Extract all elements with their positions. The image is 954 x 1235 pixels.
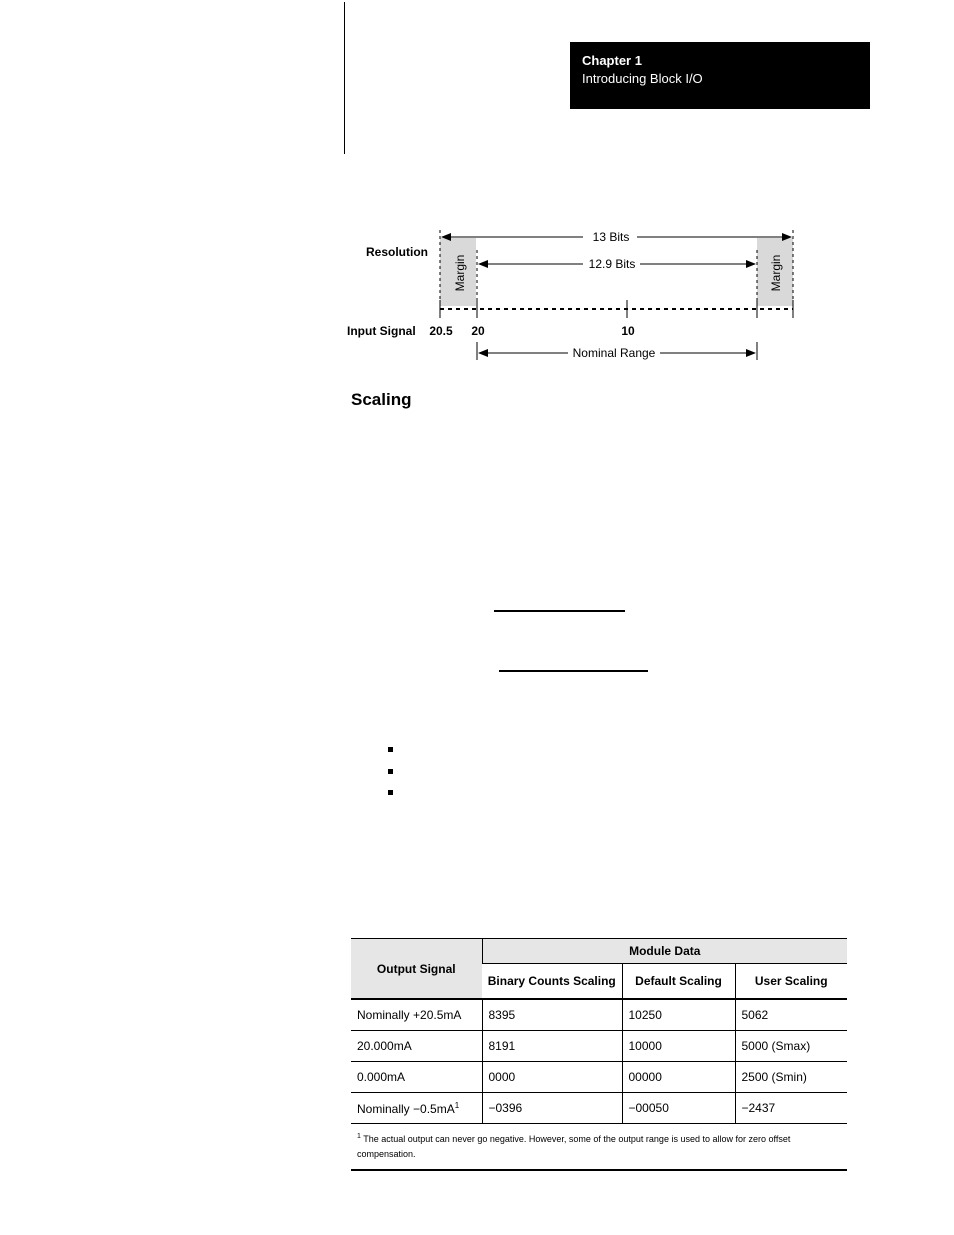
cell-user: 5062 (735, 999, 847, 1031)
table-row (351, 1093, 847, 1124)
table-row (351, 1062, 847, 1093)
footnote (351, 1124, 847, 1171)
resolution-diagram (340, 220, 810, 370)
chapter-header (570, 42, 870, 109)
nominal-range-label: Nominal Range (572, 346, 656, 360)
footnote-row (351, 1124, 847, 1171)
margin-right-label: Margin (769, 254, 783, 292)
margin-rule (344, 2, 345, 154)
col-user-scaling: User Scaling (735, 964, 847, 1000)
cell-output: 0.000mA (351, 1062, 482, 1093)
chapter-title: Introducing Block I/O (582, 71, 703, 86)
cell-output (351, 1093, 482, 1124)
tick-20: 20 (471, 324, 485, 338)
resolution-label: Resolution (366, 245, 428, 259)
cell-default: 10250 (622, 999, 735, 1031)
bullet-3 (388, 790, 393, 795)
fraction-bar-2 (499, 670, 648, 672)
cell-output: 20.000mA (351, 1031, 482, 1062)
cell-binary: 8191 (482, 1031, 622, 1062)
footnote-ref: 1 (454, 1100, 460, 1110)
col-default-scaling: Default Scaling (622, 964, 735, 1000)
cell-user: 2500 (Smin) (735, 1062, 847, 1093)
cell-binary: −0396 (482, 1093, 622, 1124)
tick-10: 10 (621, 324, 635, 338)
table-row (351, 999, 847, 1031)
scaling-table (351, 938, 847, 1171)
col-output-signal: Output Signal (351, 939, 482, 1000)
cell-default: 00000 (622, 1062, 735, 1093)
fraction-bar-1 (494, 610, 625, 612)
footnote-text: The actual output can never go negative. However, some of the output range is used to allow for zero offset compensation. (357, 1134, 791, 1159)
chapter-number: Chapter 1 (582, 53, 642, 68)
section-heading: Scaling (351, 390, 412, 409)
cell-user: 5000 (Smax) (735, 1031, 847, 1062)
cell-binary: 8395 (482, 999, 622, 1031)
col-binary-counts: Binary Counts Scaling (482, 964, 622, 1000)
cell-default: 10000 (622, 1031, 735, 1062)
table-row (351, 1031, 847, 1062)
bullet-2 (388, 769, 393, 774)
cell-default: −00050 (622, 1093, 735, 1124)
footnote-marker: 1 (357, 1133, 361, 1140)
total-bits-label: 13 Bits (592, 230, 630, 244)
cell-output: Nominally +20.5mA (351, 999, 482, 1031)
effective-bits-label: 12.9 Bits (588, 257, 636, 271)
cell-binary: 0000 (482, 1062, 622, 1093)
tick-20-5: 20.5 (429, 324, 453, 338)
margin-left-label: Margin (453, 254, 467, 292)
cell-user: −2437 (735, 1093, 847, 1124)
col-module-data: Module Data (482, 939, 847, 964)
bullet-1 (388, 747, 393, 752)
input-signal-label: Input Signal (347, 324, 416, 338)
cell-output-text: Nominally −0.5mA (357, 1101, 455, 1116)
